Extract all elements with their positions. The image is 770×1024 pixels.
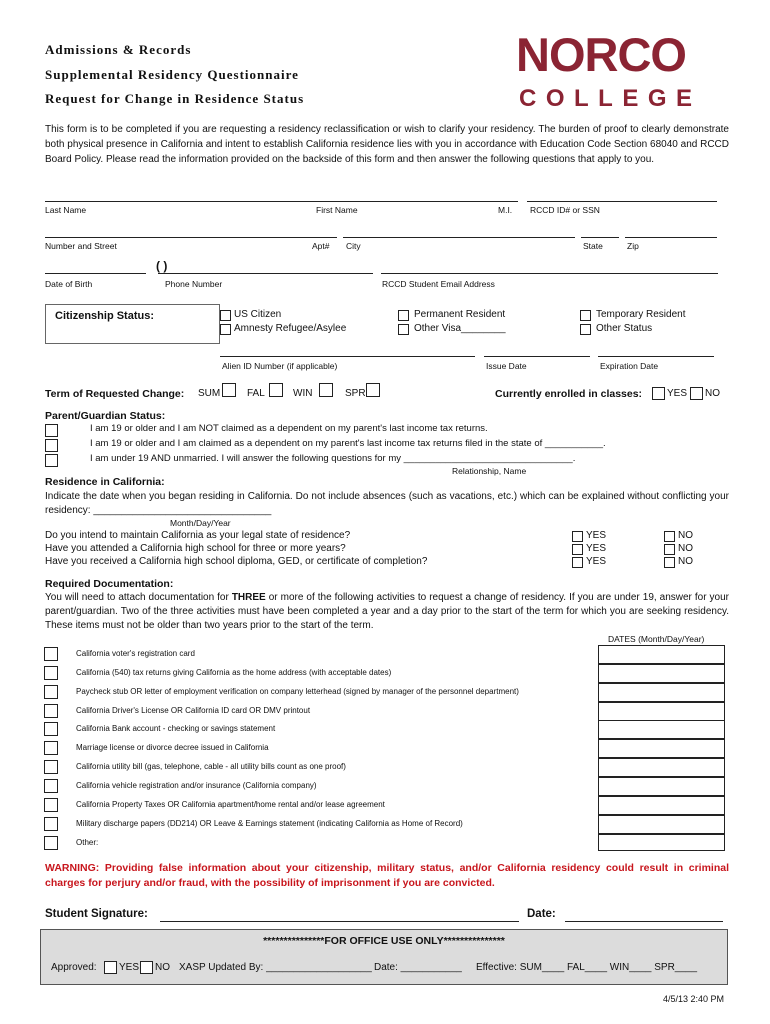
doc-checkbox[interactable] [44,741,58,755]
doc-item-label: Military discharge papers (DD214) OR Leave & Earnings statement (indicating California as Home of Record) [76,819,463,828]
doc-checkbox[interactable] [44,798,58,812]
office-approved-label: Approved: [51,962,97,973]
doc-date-box[interactable] [598,664,725,683]
doc-checkbox[interactable] [44,666,58,680]
residence-q2: Have you attended a California high school for three or more years? [45,543,346,554]
doc-item-label: California Driver's License OR California ID card OR DMV printout [76,706,311,715]
parent-opt2-label: I am 19 or older and I am claimed as a dependent on my parent's last income tax returns filed in the state of ___________. [90,438,606,449]
temporary-resident-checkbox[interactable] [580,310,591,321]
other-status-checkbox[interactable] [580,324,591,335]
doc-checkbox[interactable] [44,779,58,793]
state-line[interactable] [581,237,619,238]
doc-item-label: California Property Taxes OR California apartment/home rental and/or lease agreement [76,800,385,809]
doc-checkbox[interactable] [44,760,58,774]
enrolled-no-label: NO [705,388,720,399]
amnesty-label: Amnesty Refugee/Asylee [234,323,347,334]
logo-college: COLLEGE [519,85,702,112]
header-title-2: Supplemental Residency Questionnaire [45,67,299,82]
alien-id-line[interactable] [220,356,475,357]
q3-yes-label: YES [586,556,607,567]
signature-date-line[interactable] [565,921,723,922]
office-xasp: XASP Updated By: ___________________ [179,962,372,973]
us-citizen-checkbox[interactable] [220,310,231,321]
apt-label: Apt# [312,241,330,251]
student-signature-label: Student Signature: [45,908,148,920]
doc-date-box[interactable] [598,834,725,851]
other-visa-checkbox[interactable] [398,324,409,335]
issue-date-label: Issue Date [486,361,527,371]
footer-timestamp: 4/5/13 2:40 PM [663,994,725,1004]
warning-text: WARNING: Providing false information about your citizenship, military status, and/or California residency could result in criminal charges for perjury and/or fraud, with the possibility of imprisonment if you are convicted. [45,862,729,889]
permanent-resident-checkbox[interactable] [398,310,409,321]
enrolled-label: Currently enrolled in classes: [495,388,643,400]
street-line[interactable] [45,237,337,238]
term-win-checkbox[interactable] [319,383,333,397]
parent-opt1-label: I am 19 or older and I am NOT claimed as a dependent on my parent's last income tax returns. [90,423,488,434]
term-label: Term of Requested Change: [45,388,185,400]
doc-date-box[interactable] [598,683,725,702]
office-effective: Effective: SUM____ FAL____ WIN____ SPR____ [476,962,698,973]
q3-no-checkbox[interactable] [664,557,675,568]
residence-q3: Have you received a California high school diploma, GED, or certificate of completion? [45,556,428,567]
q2-yes-label: YES [586,543,607,554]
city-label: City [346,241,361,251]
doc-item-label: Paycheck stub OR letter of employment verification on company letterhead (signed by manager of the personnel department) [76,687,519,696]
doc-checkbox[interactable] [44,836,58,850]
doc-item-label: California Bank account - checking or savings statement [76,724,276,733]
intro-text: This form is to be completed if you are requesting a residency reclassification or wish to clarify your residency. The burden of proof to clearly demonstrate both physical presence in California and intent to establish California residence lies with you in accordance with Education Code Section 68040 and RCCD Board Policy. Please read the information provided on the backside of this form and then answer the following questions that apply to you. [45,124,729,165]
residence-text: Indicate the date when you began residing in California. Do not include absences (such as vacations, etc.) which can be explained without conflicting your residency: ________________________________ [45,491,729,516]
dob-label: Date of Birth [45,279,93,289]
doc-item-label: California utility bill (gas, telephone, cable - all utility bills count as one proof) [76,762,346,771]
temporary-resident-label: Temporary Resident [596,309,686,320]
amnesty-checkbox[interactable] [220,324,231,335]
q2-yes-checkbox[interactable] [572,544,583,555]
expiration-date-line[interactable] [598,356,714,357]
required-doc-text-three: THREE [231,592,266,603]
logo-norco: NORCO [516,28,686,81]
other-status-label: Other Status [596,323,653,334]
street-label: Number and Street [45,241,117,251]
parent-opt3-label: I am under 19 AND unmarried. I will answer the following questions for my ________________________________. [90,453,576,464]
residence-q1: Do you intend to maintain California as your legal state of residence? [45,530,351,541]
parent-opt3-checkbox[interactable] [45,454,58,467]
doc-checkbox[interactable] [44,647,58,661]
office-yes-label: YES [119,962,140,973]
office-no-checkbox[interactable] [140,961,153,974]
first-name-label: First Name [316,205,358,215]
zip-label: Zip [627,241,639,251]
header-title-3: Request for Change in Residence Status [45,91,305,106]
doc-date-box[interactable] [598,796,725,815]
enrolled-no-checkbox[interactable] [690,387,703,400]
signature-date-label: Date: [527,908,556,920]
name-line[interactable] [45,201,518,202]
term-spr-checkbox[interactable] [366,383,380,397]
q2-no-checkbox[interactable] [664,544,675,555]
enrolled-yes-label: YES [667,388,688,399]
parent-opt1-checkbox[interactable] [45,424,58,437]
doc-date-box[interactable] [598,645,725,664]
office-no-label: NO [155,962,170,973]
student-signature-line[interactable] [160,921,519,922]
term-sum-checkbox[interactable] [222,383,236,397]
required-doc-text-a: You will need to attach documentation for [45,592,232,603]
doc-checkbox[interactable] [44,685,58,699]
doc-item-label: California voter's registration card [76,649,195,658]
doc-item-label: Marriage license or divorce decree issued in California [76,743,269,752]
doc-date-box[interactable] [598,777,725,796]
expiration-date-label: Expiration Date [600,361,659,371]
q1-yes-checkbox[interactable] [572,531,583,542]
dates-header: DATES (Month/Day/Year) [608,634,705,644]
q3-yes-checkbox[interactable] [572,557,583,568]
term-fal-label: FAL [247,388,265,399]
email-line[interactable] [381,273,718,274]
citizenship-label: Citizenship Status: [55,310,155,322]
q3-no-label: NO [678,556,693,567]
q1-no-label: NO [678,530,693,541]
required-doc-text [45,591,729,633]
issue-date-line[interactable] [484,356,590,357]
permanent-resident-label: Permanent Resident [414,309,506,320]
doc-date-box[interactable] [598,815,725,834]
residence-date-hint: Month/Day/Year [170,518,231,528]
doc-item-label: Other: [76,838,99,847]
last-name-label: Last Name [45,205,87,215]
phone-line[interactable] [158,273,373,274]
q1-yes-label: YES [586,530,607,541]
office-date: Date: ___________ [374,962,462,973]
doc-item-label: California (540) tax returns giving California as the home address (with acceptable dates) [76,668,392,677]
enrolled-yes-checkbox[interactable] [652,387,665,400]
alien-id-label: Alien ID Number (if applicable) [222,361,338,371]
term-fal-checkbox[interactable] [269,383,283,397]
office-use-title: ***************FOR OFFICE USE ONLY*************** [263,935,505,947]
doc-checkbox[interactable] [44,722,58,736]
q2-no-label: NO [678,543,693,554]
term-spr-label: SPR [345,388,366,399]
doc-date-box[interactable] [598,739,725,758]
mi-label: M.I. [498,205,513,215]
doc-date-box[interactable] [598,758,725,777]
zip-line[interactable] [625,237,717,238]
phone-label: Phone Number [165,279,223,289]
email-label: RCCD Student Email Address [382,279,495,289]
relationship-label: Relationship, Name [452,466,527,476]
parent-opt2-checkbox[interactable] [45,439,58,452]
other-visa-label: Other Visa________ [414,323,506,334]
term-sum-label: SUM [198,388,221,399]
doc-item-label: California vehicle registration and/or insurance (California company) [76,781,317,790]
rccd-id-line[interactable] [527,201,717,202]
city-line[interactable] [343,237,575,238]
doc-date-box[interactable] [598,702,725,721]
doc-date-box[interactable] [598,720,725,739]
phone-area-paren: ( ) [156,259,168,273]
required-doc-label: Required Documentation: [45,578,174,590]
doc-checkbox[interactable] [44,704,58,718]
office-yes-checkbox[interactable] [104,961,117,974]
dob-line[interactable] [45,273,146,274]
parent-status-label: Parent/Guardian Status: [45,410,166,422]
us-citizen-label: US Citizen [234,309,282,320]
required-doc-text-c: or more of the following activities to request a change of residency. If you are under 19, answer for your parent/guardian. Two of the three activities must have been completed a year and a day prior to the start of the term for which you are seeking residency. These items must not be older than two years prior to the start of the term. [45,592,729,631]
state-label: State [583,241,603,251]
header-title-1: Admissions & Records [45,42,192,57]
q1-no-checkbox[interactable] [664,531,675,542]
term-win-label: WIN [293,388,313,399]
doc-checkbox[interactable] [44,817,58,831]
residence-label: Residence in California: [45,476,165,488]
office-use-box [40,929,728,985]
rccd-id-label: RCCD ID# or SSN [530,205,600,215]
